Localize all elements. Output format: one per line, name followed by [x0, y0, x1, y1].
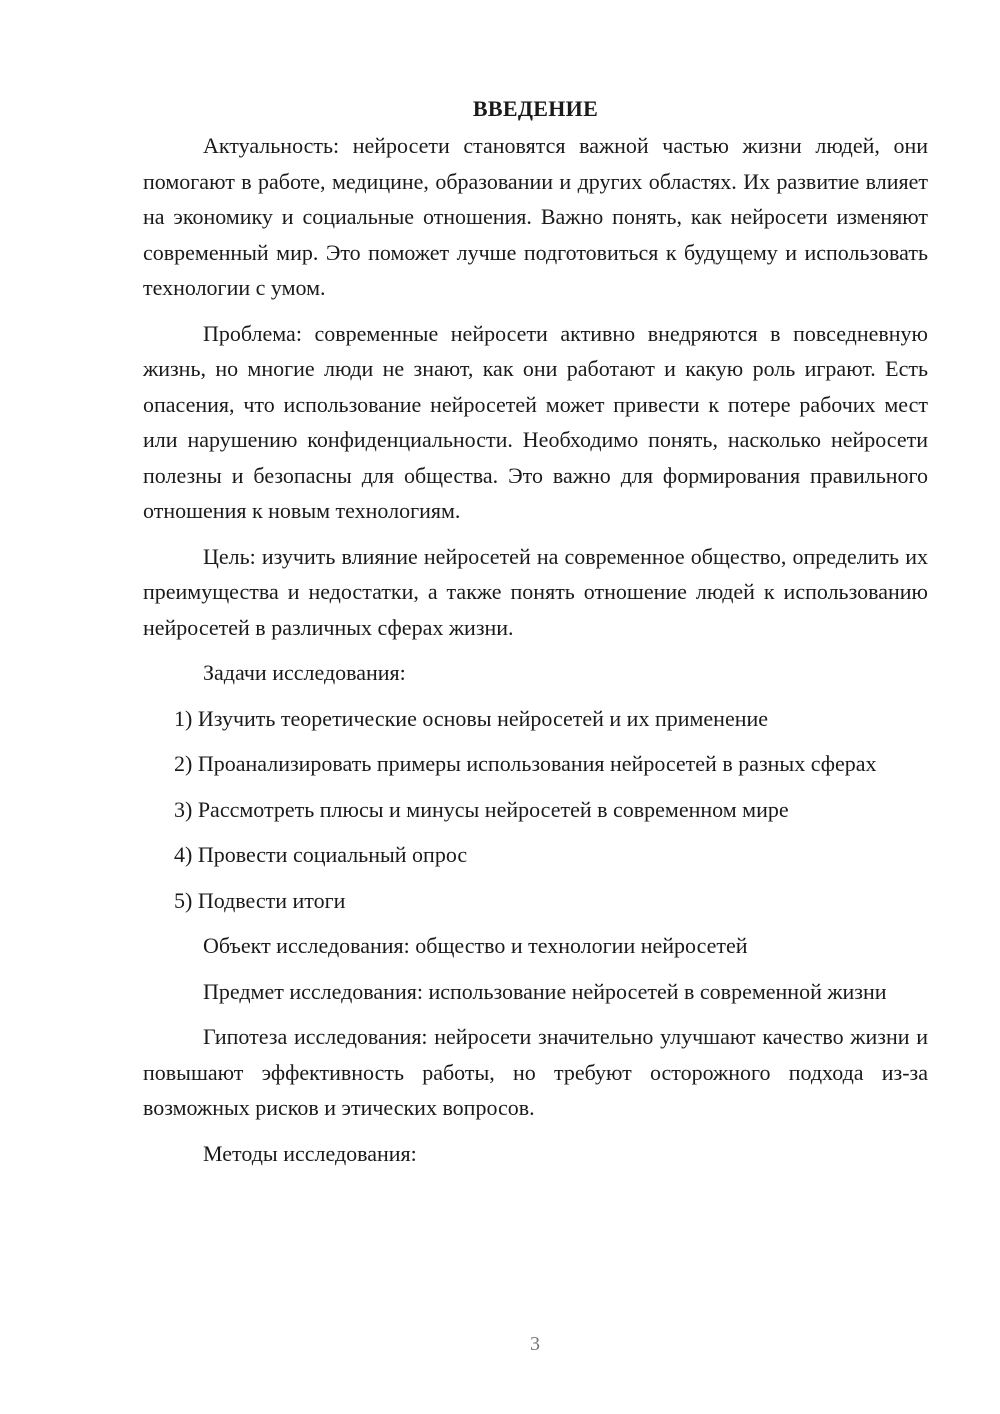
page-number: 3	[530, 1333, 540, 1355]
section-title: ВВЕДЕНИЕ	[472, 96, 599, 121]
hypothesis-paragraph: Гипотеза исследования: нейросети значительно улучшают качество жизни и повышают эффективность работы, но требуют осторожного подхода из-за возможных рисков и этических вопросов.	[143, 1024, 928, 1120]
tasks-heading: Задачи исследования:	[203, 660, 406, 685]
methods-heading: Методы исследования:	[203, 1140, 417, 1166]
subject-paragraph: Предмет исследования: использование нейросетей в современной жизни	[203, 978, 887, 1004]
object-paragraph: Объект исследования: общество и технологии нейросетей	[203, 933, 748, 958]
task-item-2: 2) Проанализировать примеры использования нейросетей в разных сферах	[174, 751, 877, 776]
goal-paragraph: Цель: изучить влияние нейросетей на современное общество, определить их преимущества и недостатки, а также понять отношение людей к использованию нейросетей в различных сферах жизни.	[143, 543, 928, 640]
problem-paragraph: Проблема: современные нейросети активно внедряются в повседневную жизнь, но многие люди не знают, как они работают и какую роль играют. Есть опасения, что использование нейросетей может привести к потере рабочих мест или нарушению конфиденциальности. Необходимо понять, насколько нейросети полезны и безопасны для общества. Это важно для формирования правильного отношения к новым технологиям.	[143, 320, 928, 523]
task-item-4: 4) Провести социальный опрос	[174, 842, 468, 867]
task-item-1: 1) Изучить теоретические основы нейросетей и их применение	[174, 705, 769, 731]
task-item-3: 3) Рассмотреть плюсы и минусы нейросетей в современном мире	[174, 796, 789, 822]
document-page	[143, 94, 928, 1171]
task-item-5: 5) Подвести итоги	[174, 887, 346, 913]
relevance-paragraph: Актуальность: нейросети становятся важной частью жизни людей, они помогают в работе, медицине, образовании и других областях. Их развитие влияет на экономику и социальные отношения. Важно понять, как нейросети изменяют современный мир. Это поможет лучше подготовиться к будущему и использовать технологии с умом.	[143, 133, 928, 300]
